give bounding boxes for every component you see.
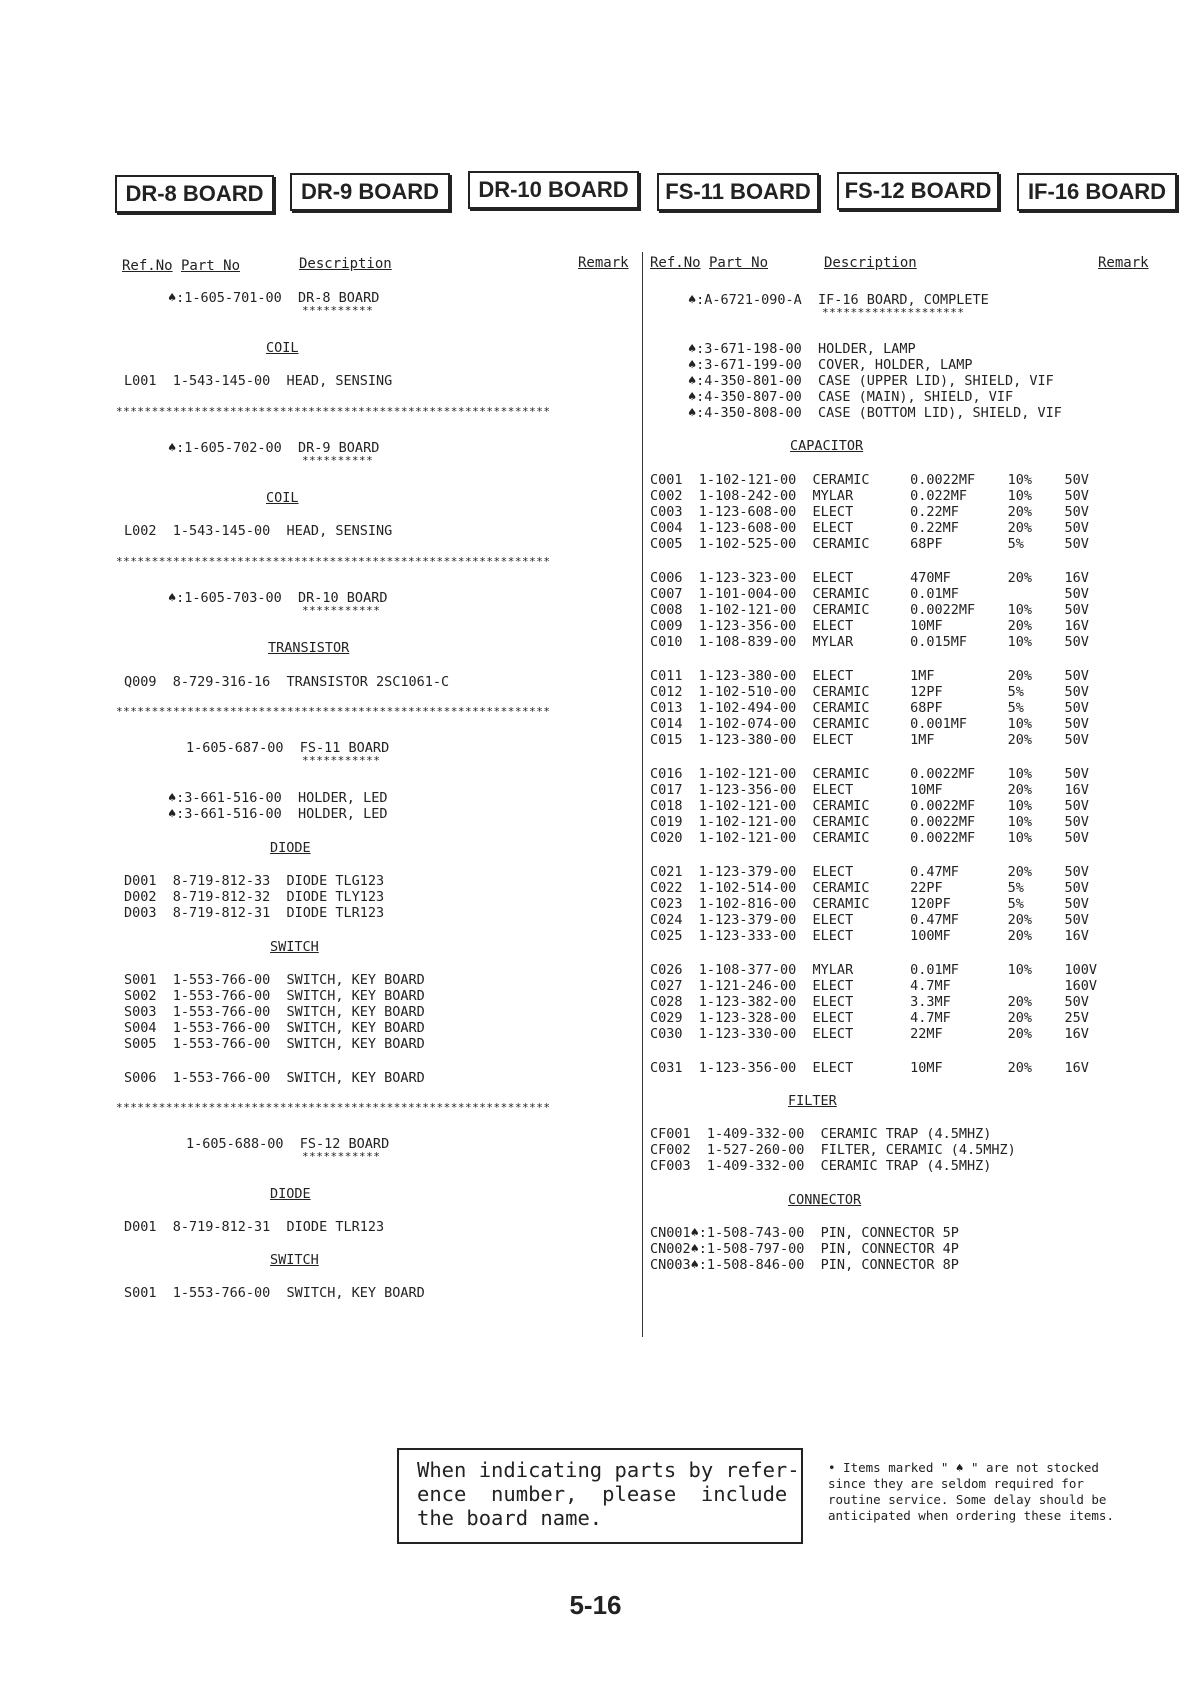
part-row: C008 1-102-121-00 CERAMIC 0.0022MF 10% 50V <box>650 602 1089 618</box>
part-row: ♠:3-661-516-00 HOLDER, LED <box>168 806 388 822</box>
part-row: C017 1-123-356-00 ELECT 10MF 20% 16V <box>650 782 1089 798</box>
right-header-description: Description <box>824 255 917 271</box>
part-row: C029 1-123-328-00 ELECT 4.7MF 20% 25V <box>650 1010 1089 1026</box>
separator-stars: ********** <box>302 304 374 317</box>
separator-stars: ********** <box>302 454 374 467</box>
section-heading: DIODE <box>270 1186 311 1202</box>
reference-note-box <box>397 1448 803 1544</box>
part-row: C018 1-102-121-00 CERAMIC 0.0022MF 10% 50V <box>650 798 1089 814</box>
section-heading: FILTER <box>788 1093 837 1109</box>
separator-stars: *********** <box>302 754 381 767</box>
part-row: D002 8-719-812-32 DIODE TLY123 <box>124 889 385 905</box>
separator-stars: ******************** <box>822 306 965 319</box>
section-heading: COIL <box>266 340 299 356</box>
part-row: C031 1-123-356-00 ELECT 10MF 20% 16V <box>650 1060 1089 1076</box>
board-tabs <box>115 173 1175 213</box>
part-row: ♠:4-350-801-00 CASE (UPPER LID), SHIELD, VIF <box>688 373 1054 389</box>
tab-fs11-board: FS-11 BOARD <box>657 173 819 211</box>
section-heading: SWITCH <box>270 1252 319 1268</box>
part-row: S003 1-553-766-00 SWITCH, KEY BOARD <box>124 1004 425 1020</box>
part-row: C009 1-123-356-00 ELECT 10MF 20% 16V <box>650 618 1089 634</box>
tab-if16-board: IF-16 BOARD <box>1017 173 1177 211</box>
part-row: CN001♠:1-508-743-00 PIN, CONNECTOR 5P <box>650 1225 959 1241</box>
part-row: C004 1-123-608-00 ELECT 0.22MF 20% 50V <box>650 520 1089 536</box>
part-row: C014 1-102-074-00 CERAMIC 0.001MF 10% 50V <box>650 716 1089 732</box>
tab-dr9-board: DR-9 BOARD <box>290 173 450 211</box>
tab-fs12-board: FS-12 BOARD <box>837 172 999 210</box>
part-row: L001 1-543-145-00 HEAD, SENSING <box>124 373 393 389</box>
part-row: C005 1-102-525-00 CERAMIC 68PF 5% 50V <box>650 536 1089 552</box>
part-row: ♠:3-671-198-00 HOLDER, LAMP <box>688 341 916 357</box>
separator-stars: *********** <box>302 1150 381 1163</box>
section-heading: SWITCH <box>270 939 319 955</box>
part-row: C007 1-101-004-00 CERAMIC 0.01MF 50V <box>650 586 1089 602</box>
part-row: C016 1-102-121-00 CERAMIC 0.0022MF 10% 50V <box>650 766 1089 782</box>
separator-stars: ************************************************************* <box>116 405 551 418</box>
reference-note-line: the board name. <box>417 1506 603 1530</box>
part-row: C030 1-123-330-00 ELECT 22MF 20% 16V <box>650 1026 1089 1042</box>
part-row: C011 1-123-380-00 ELECT 1MF 20% 50V <box>650 668 1089 684</box>
section-heading: DIODE <box>270 840 311 856</box>
stock-footnote: • Items marked " ♠ " are not stocked since they are seldom required for routine service. Some delay should be anticipated when ordering these items. <box>828 1460 1114 1523</box>
part-row: ♠:A-6721-090-A IF-16 BOARD, COMPLETE <box>688 292 989 308</box>
part-row: C024 1-123-379-00 ELECT 0.47MF 20% 50V <box>650 912 1089 928</box>
part-row: C001 1-102-121-00 CERAMIC 0.0022MF 10% 50V <box>650 472 1089 488</box>
part-row: ♠:3-671-199-00 COVER, HOLDER, LAMP <box>688 357 973 373</box>
section-heading: CAPACITOR <box>790 438 864 454</box>
part-row: C006 1-123-323-00 ELECT 470MF 20% 16V <box>650 570 1089 586</box>
part-row: CF003 1-409-332-00 CERAMIC TRAP (4.5MHZ) <box>650 1158 992 1174</box>
part-row: S004 1-553-766-00 SWITCH, KEY BOARD <box>124 1020 425 1036</box>
part-row: Q009 8-729-316-16 TRANSISTOR 2SC1061-C <box>124 674 450 690</box>
part-row: CN003♠:1-508-846-00 PIN, CONNECTOR 8P <box>650 1257 959 1273</box>
part-row: ♠:4-350-807-00 CASE (MAIN), SHIELD, VIF <box>688 389 1014 405</box>
page-number: 5-16 <box>569 1590 622 1620</box>
part-row: C003 1-123-608-00 ELECT 0.22MF 20% 50V <box>650 504 1089 520</box>
part-row: CF002 1-527-260-00 FILTER, CERAMIC (4.5MHZ) <box>650 1142 1016 1158</box>
part-row: C012 1-102-510-00 CERAMIC 12PF 5% 50V <box>650 684 1089 700</box>
part-row: C028 1-123-382-00 ELECT 3.3MF 20% 50V <box>650 994 1089 1010</box>
part-row: 1-605-688-00 FS-12 BOARD <box>186 1136 390 1152</box>
left-header-remark: Remark <box>578 255 629 271</box>
part-row: ♠:4-350-808-00 CASE (BOTTOM LID), SHIELD, VIF <box>688 405 1062 421</box>
part-row: C015 1-123-380-00 ELECT 1MF 20% 50V <box>650 732 1089 748</box>
part-row: C025 1-123-333-00 ELECT 100MF 20% 16V <box>650 928 1089 944</box>
separator-stars: *********** <box>302 604 381 617</box>
part-row: ♠:1-605-701-00 DR-8 BOARD <box>168 290 380 306</box>
tab-dr8-board: DR-8 BOARD <box>115 175 274 213</box>
part-row: C013 1-102-494-00 CERAMIC 68PF 5% 50V <box>650 700 1089 716</box>
part-row: L002 1-543-145-00 HEAD, SENSING <box>124 523 393 539</box>
part-row: S001 1-553-766-00 SWITCH, KEY BOARD <box>124 972 425 988</box>
part-row: C010 1-108-839-00 MYLAR 0.015MF 10% 50V <box>650 634 1089 650</box>
part-row: S006 1-553-766-00 SWITCH, KEY BOARD <box>124 1070 425 1086</box>
part-row: CN002♠:1-508-797-00 PIN, CONNECTOR 4P <box>650 1241 959 1257</box>
separator-stars: ************************************************************* <box>116 705 551 718</box>
part-row: ♠:1-605-702-00 DR-9 BOARD <box>168 440 380 456</box>
left-header-ref: Ref.No <box>122 258 173 274</box>
section-heading: COIL <box>266 490 299 506</box>
part-row: C026 1-108-377-00 MYLAR 0.01MF 10% 100V <box>650 962 1098 978</box>
part-row: C027 1-121-246-00 ELECT 4.7MF 160V <box>650 978 1098 994</box>
left-header-description: Description <box>299 256 392 272</box>
left-header-part: Part No <box>181 258 241 274</box>
section-heading: CONNECTOR <box>788 1192 862 1208</box>
separator-stars: ************************************************************* <box>116 555 551 568</box>
part-row: 1-605-687-00 FS-11 BOARD <box>186 740 390 756</box>
part-row: S005 1-553-766-00 SWITCH, KEY BOARD <box>124 1036 425 1052</box>
part-row: C002 1-108-242-00 MYLAR 0.022MF 10% 50V <box>650 488 1089 504</box>
section-heading: TRANSISTOR <box>268 640 350 656</box>
right-header-remark: Remark <box>1098 255 1149 271</box>
part-row: D001 8-719-812-33 DIODE TLG123 <box>124 873 385 889</box>
tab-dr10-board: DR-10 BOARD <box>468 171 639 209</box>
part-row: D001 8-719-812-31 DIODE TLR123 <box>124 1219 385 1235</box>
part-row: C020 1-102-121-00 CERAMIC 0.0022MF 10% 50V <box>650 830 1089 846</box>
separator-stars: ************************************************************* <box>116 1101 551 1114</box>
part-row: S001 1-553-766-00 SWITCH, KEY BOARD <box>124 1285 425 1301</box>
part-row: S002 1-553-766-00 SWITCH, KEY BOARD <box>124 988 425 1004</box>
part-row: C019 1-102-121-00 CERAMIC 0.0022MF 10% 50V <box>650 814 1089 830</box>
right-header-part: Part No <box>709 255 769 271</box>
part-row: C023 1-102-816-00 CERAMIC 120PF 5% 50V <box>650 896 1089 912</box>
part-row: C022 1-102-514-00 CERAMIC 22PF 5% 50V <box>650 880 1089 896</box>
column-divider <box>642 252 643 1337</box>
part-row: D003 8-719-812-31 DIODE TLR123 <box>124 905 385 921</box>
right-header-ref: Ref.No <box>650 255 701 271</box>
part-row: ♠:1-605-703-00 DR-10 BOARD <box>168 590 388 606</box>
part-row: CF001 1-409-332-00 CERAMIC TRAP (4.5MHZ) <box>650 1126 992 1142</box>
part-row: ♠:3-661-516-00 HOLDER, LED <box>168 790 388 806</box>
reference-note-line: ence number, please include <box>417 1482 788 1506</box>
reference-note-line: When indicating parts by refer- <box>417 1458 800 1482</box>
part-row: C021 1-123-379-00 ELECT 0.47MF 20% 50V <box>650 864 1089 880</box>
